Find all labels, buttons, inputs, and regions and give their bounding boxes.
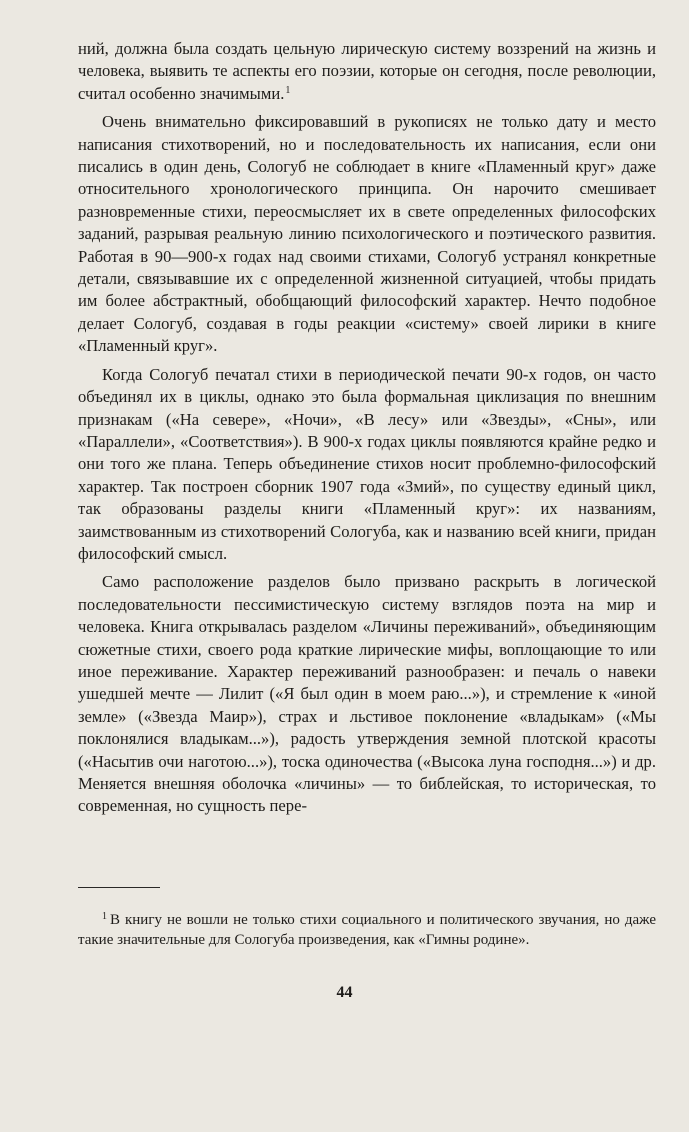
footnote-divider — [78, 887, 160, 888]
footnotes — [78, 907, 656, 950]
footnote-reference: 1 — [285, 84, 291, 96]
paragraph: Когда Сологуб печатал стихи в периодической печати 90-х годов, он часто объединял их в циклы, однако это была формальная циклизация по внешним признакам («На севере», «Ночи», «В лесу» или «Звезды», «Сны», или «Параллели», «Соответствия»). В 900-х годах циклы появляются крайне редко и они того же плана. Теперь объединение стихов носит проблемно-философский характер. Так построен сборник 1907 года «Змий», по существу единый цикл, так образованы разделы книги «Пламенный круг»: их названиям, заимствованным из стихотворений Сологуба, как и названию всей книги, придан философский смысл. — [78, 364, 656, 563]
paragraph-continued: ний, должна была создать цельную лирическую систему воззрений на жизнь и человека, выявить те аспекты его поэзии, которые он сегодня, после революции, считал особенно значимыми.$^1$ — [78, 39, 656, 103]
footnote-text: В книгу не вошли не только стихи социального и политического звучания, но даже такие значительные для Сологуба произведения, как «Гимны родине». — [78, 912, 656, 948]
paragraph: Само расположение разделов было призвано раскрыть в логической последовательности пессимистическую систему взглядов поэта на мир и человека. Книга открывалась разделом «Личины переживаний», объединяющим сюжетные стихи, своего рода краткие лирические мифы, воплощающие то или иное переживание. Характер переживаний разнообразен: и печаль о навеки ушедшей мечте — Лилит («Я был один в моем раю...»), и стремление к «иной земле» («Звезда Маир»), страх и льстивое поклонение «владыкам» («Мы поклонялися владыкам...»), радость утверждения земной плотской красоты («Насытив очи наготою...»), тоска одиночества («Высока луна господня...») и др. Меняется внешняя оболочка «личины» — то библейская, то историческая, то современная, но сущность пере- — [78, 572, 656, 816]
page-number: 44 — [336, 984, 353, 1001]
body-text — [78, 38, 656, 818]
footnote-marker: 1 — [102, 911, 107, 922]
footnote — [78, 907, 656, 950]
paragraph: Очень внимательно фиксировавший в рукописях не только дату и место написания стихотворений, но и последовательность их написания, если они писались в один день, Сологуб не соблюдает в книге «Пламенный круг» даже относительного хронологического принципа. Он нарочито смешивает разновременные стихи, переосмысляет их в свете определенных философских заданий, разрывая реальную линию психологического и поэтического развития. Работая в 90—900-х годах над своими стихами, Сологуб устранял конкретные детали, связывавшие их с определенной жизненной ситуацией, чтобы придать им более абстрактный, обобщающий философский характер. Нечто подобное делает Сологуб, создавая в годы реакции «систему» своей лирики в книге «Пламенный круг». — [78, 112, 656, 356]
